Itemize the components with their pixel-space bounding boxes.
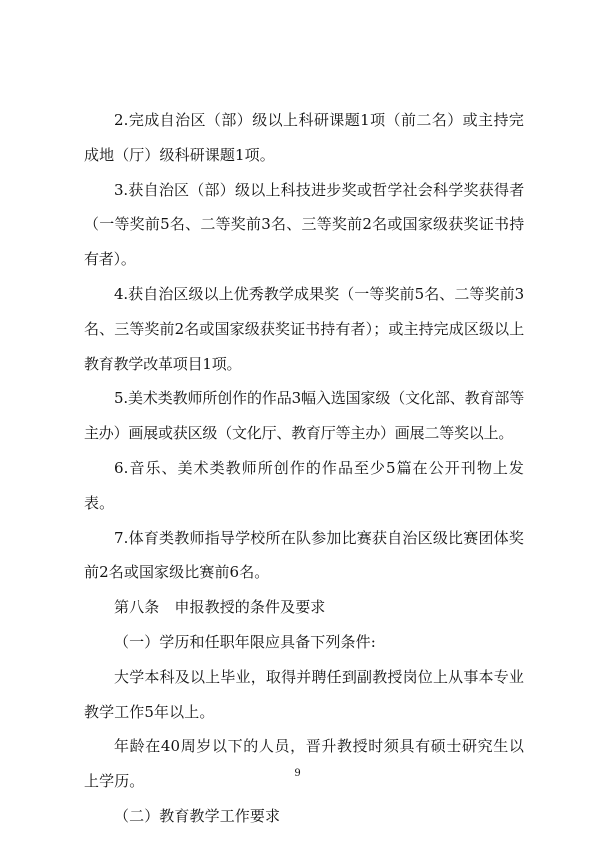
paragraph-sports-coaching: 7.体育类教师指导学校所在队参加比赛获自治区级比赛团体奖前2名或国家级比赛前6名。 — [84, 528, 524, 582]
section-heading-article-8: 第八条 申报教授的条件及要求 — [114, 598, 326, 617]
paragraph-art-works: 5.美术类教师所创作的作品3幅入选国家级（文化部、教育部等主办）画展或获区级（文化厅、教育厅等主办）画展二等奖以上。 — [84, 389, 524, 443]
subheading-teaching-requirements: （二）教育教学工作要求 — [114, 806, 281, 825]
paragraph-degree-requirement: 大学本科及以上毕业，取得并聘任到副教授岗位上从事本专业教学工作5年以上。 — [84, 667, 524, 721]
paragraph-teaching-award: 4.获自治区级以上优秀教学成果奖（一等奖前5名、二等奖前3名、三等奖前2名或国家级获奖证书持有者）；或主持完成区级以上教育教学改革项目1项。 — [84, 284, 524, 373]
paragraph-research-project: 2.完成自治区（部）级以上科研课题1项（前二名）或主持完成地（厅）级科研课题1项。 — [84, 111, 524, 164]
paragraph-music-art-publications: 6.音乐、美术类教师所创作的作品至少5篇在公开刊物上发表。 — [84, 458, 524, 512]
page-number: 9 — [294, 768, 301, 779]
subheading-education-tenure: （一）学历和任职年限应具备下列条件: — [114, 632, 376, 651]
paragraph-age-requirement: 年龄在40周岁以下的人员，晋升教授时须具有硕士研究生以上学历。 — [84, 737, 524, 791]
document-body — [84, 103, 524, 834]
paragraph-science-award: 3.获自治区（部）级以上科技进步奖或哲学社会科学奖获得者（一等奖前5名、二等奖前3名、三等奖前2名或国家级获奖证书持有者）。 — [84, 180, 524, 269]
